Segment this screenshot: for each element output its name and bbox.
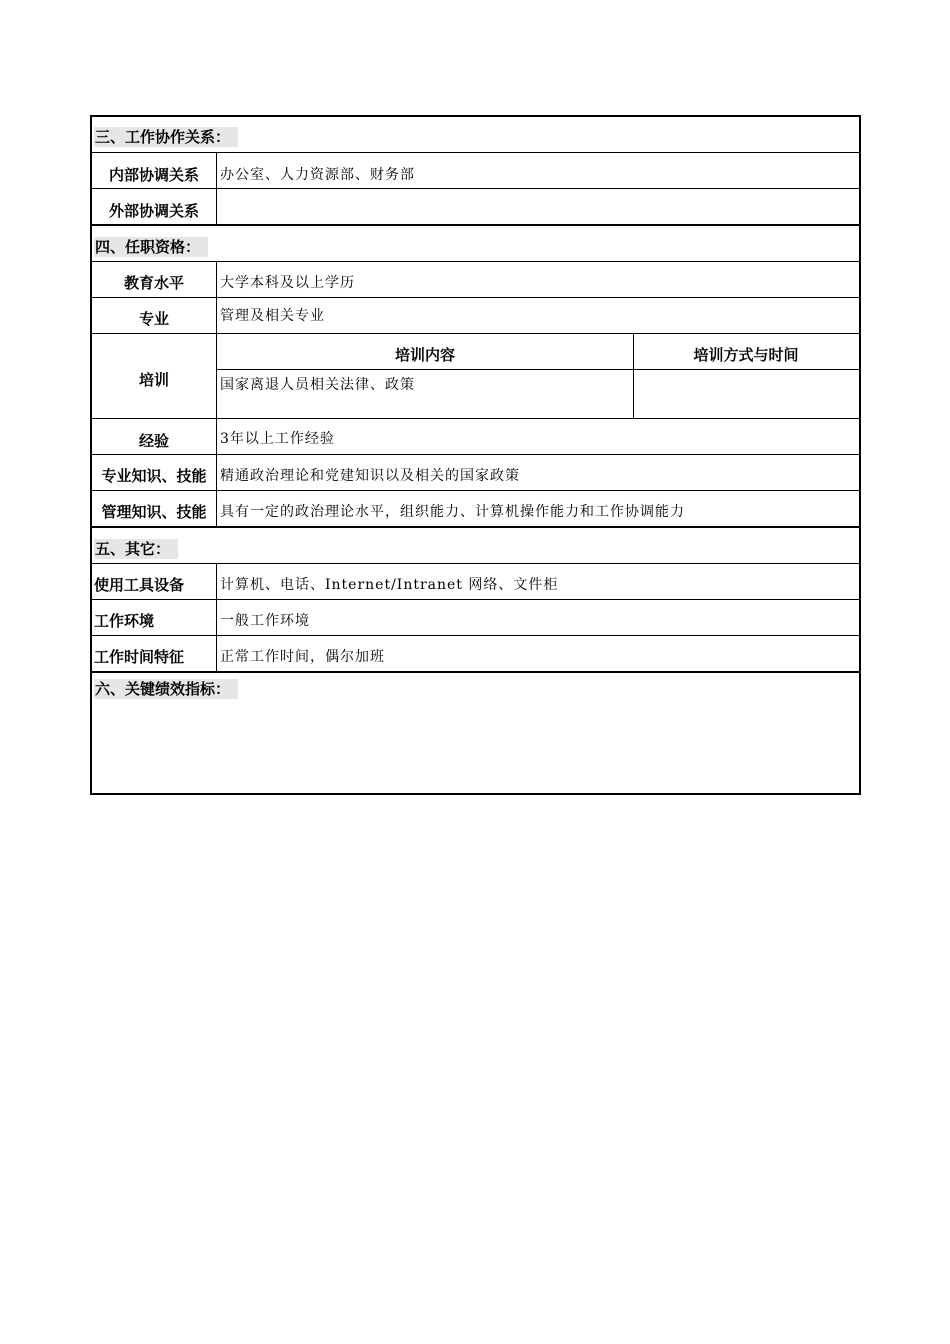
divider xyxy=(92,152,859,153)
divider xyxy=(92,333,859,334)
education-value: 大学本科及以上学历 xyxy=(220,275,355,291)
section-3-title: 三、工作协作关系： xyxy=(94,127,238,147)
work-time-value: 正常工作时间，偶尔加班 xyxy=(220,649,385,665)
training-content-header: 培训内容 xyxy=(394,346,455,364)
training-content-value: 国家离退人员相关法律、政策 xyxy=(220,377,415,393)
work-time-label: 工作时间特征 xyxy=(94,648,185,666)
management-knowledge-label: 管理知识、技能 xyxy=(101,503,207,521)
professional-knowledge-label: 专业知识、技能 xyxy=(101,467,207,485)
education-label: 教育水平 xyxy=(123,274,184,292)
tools-value: 计算机、电话、Internet/Intranet 网络、文件柜 xyxy=(220,577,559,593)
divider xyxy=(92,418,859,419)
section-divider xyxy=(92,671,859,673)
column-divider xyxy=(633,333,634,418)
section-4-title: 四、任职资格： xyxy=(94,237,208,257)
column-divider xyxy=(216,563,217,671)
training-method-header: 培训方式与时间 xyxy=(693,346,799,364)
divider xyxy=(217,369,859,370)
training-label: 培训 xyxy=(138,371,169,389)
tools-label: 使用工具设备 xyxy=(94,576,185,594)
section-divider xyxy=(92,526,859,528)
section-divider xyxy=(92,224,859,226)
divider xyxy=(92,297,859,298)
divider xyxy=(92,454,859,455)
section-5-title: 五、其它： xyxy=(94,539,178,559)
column-divider xyxy=(216,261,217,526)
internal-coordination-value: 办公室、人力资源部、财务部 xyxy=(220,167,415,183)
major-value: 管理及相关专业 xyxy=(220,308,325,324)
divider xyxy=(92,261,859,262)
professional-knowledge-value: 精通政治理论和党建知识以及相关的国家政策 xyxy=(220,468,520,484)
management-knowledge-value: 具有一定的政治理论水平，组织能力、计算机操作能力和工作协调能力 xyxy=(220,504,685,520)
experience-label: 经验 xyxy=(138,432,169,450)
column-divider xyxy=(216,152,217,224)
divider xyxy=(92,188,859,189)
divider xyxy=(92,490,859,491)
divider xyxy=(92,635,859,636)
section-6-title: 六、关键绩效指标： xyxy=(94,679,238,699)
major-label: 专业 xyxy=(138,310,169,328)
work-environment-label: 工作环境 xyxy=(94,612,155,630)
job-description-table xyxy=(90,115,861,795)
experience-value: 3年以上工作经验 xyxy=(220,431,335,447)
external-coordination-label: 外部协调关系 xyxy=(108,202,199,220)
divider xyxy=(92,599,859,600)
divider xyxy=(92,563,859,564)
internal-coordination-label: 内部协调关系 xyxy=(108,166,199,184)
work-environment-value: 一般工作环境 xyxy=(220,613,310,629)
